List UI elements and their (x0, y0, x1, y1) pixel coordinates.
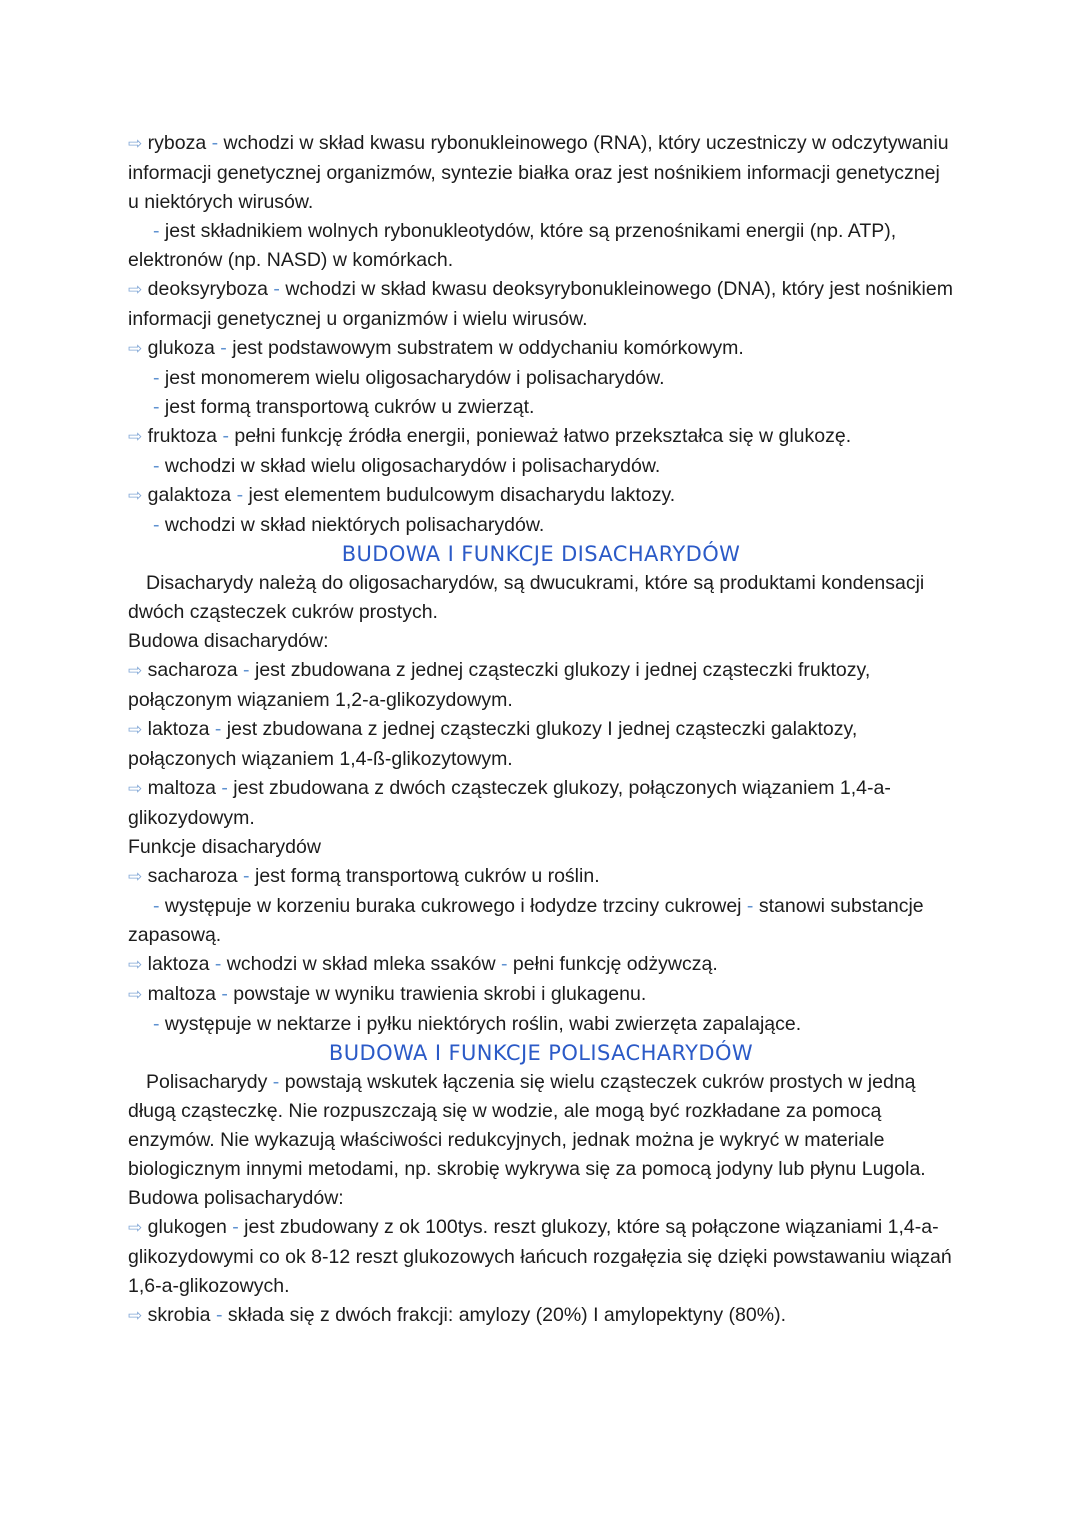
text-segment: Budowa polisacharydów: (128, 1187, 344, 1209)
entry-skrobia (128, 1301, 954, 1331)
accent-dash: - (153, 396, 165, 418)
accent-dash: - (153, 220, 165, 242)
text-segment: składa się z dwóch frakcji: amylozy (20%) I amylopektyny (80%). (227, 1304, 786, 1326)
accent-dash: - (741, 895, 759, 917)
arrow-bullet-icon: ⇨ (128, 339, 143, 359)
arrow-bullet-icon: ⇨ (128, 1218, 143, 1238)
text-segment: jest elementem budulcowym disacharydu laktozy. (248, 484, 676, 506)
text-segment: deoksyryboza (142, 278, 268, 300)
text-segment: jest zbudowana z dwóch cząsteczek glukozy, połączonych wiązaniem 1,4-a-glikozydowym. (128, 777, 891, 829)
text-segment: glukogen (142, 1216, 227, 1238)
text-segment: występuje w nektarze i pyłku niektórych roślin, wabi zwierzęta zapalające. (164, 1013, 802, 1035)
accent-dash: - (495, 953, 513, 975)
line-funkcje-disacharydow (128, 833, 954, 862)
arrow-bullet-icon: ⇨ (128, 867, 143, 887)
accent-dash: - (153, 895, 165, 917)
accent-dash: - (206, 132, 224, 154)
accent-dash: - (226, 1216, 245, 1238)
text-segment: jest formą transportową cukrów u roślin. (254, 865, 600, 887)
text-segment: jest zbudowana z jednej cząsteczki glukozy I jednej cząsteczki galaktozy, połączonych wiązaniem 1,4-ß-glikozytowym. (128, 718, 863, 770)
text-segment: maltoza (142, 983, 216, 1005)
accent-dash: - (237, 865, 255, 887)
sub-ryboza-1 (128, 217, 954, 275)
text-segment: skrobia (142, 1304, 211, 1326)
text-segment: jest formą transportową cukrów u zwierząt. (164, 396, 535, 418)
text-segment: wchodzi w skład niektórych polisacharydów. (164, 514, 545, 536)
entry-galaktoza (128, 481, 954, 511)
entry-laktoza-budowa (128, 715, 954, 774)
sub-glukoza-1 (128, 364, 954, 393)
document-content (128, 129, 959, 1331)
text-segment: jest podstawowym substratem w oddychaniu komórkowym. (232, 337, 744, 359)
entry-sacharoza-budowa (128, 656, 954, 715)
text-segment: wchodzi w skład kwasu deoksyrybonukleinowego (DNA), który jest nośnikiem informacji genetycznej u organizmów i wielu wirusów. (128, 278, 959, 330)
accent-dash: - (153, 367, 165, 389)
entry-glukogen (128, 1213, 958, 1301)
accent-dash: - (237, 659, 255, 681)
line-budowa-disacharydow (128, 627, 954, 656)
entry-ryboza (128, 129, 954, 217)
para-polisacharydy-intro (128, 1068, 954, 1184)
text-segment: jest zbudowana z jednej cząsteczki glukozy i jednej cząsteczki fruktozy, połączonym wiązaniem 1,2-a-glikozydowym. (128, 659, 876, 711)
para-disacharydy-intro (128, 569, 954, 627)
sub-glukoza-2 (128, 393, 954, 422)
arrow-bullet-icon: ⇨ (128, 427, 143, 447)
text-segment: maltoza (142, 777, 216, 799)
arrow-bullet-icon: ⇨ (128, 720, 143, 740)
entry-fruktoza (128, 422, 954, 452)
text-segment: stanowi substancje zapasową. (128, 895, 930, 946)
text-segment: sacharoza (142, 865, 238, 887)
accent-dash: - (214, 337, 233, 359)
text-segment: powstają wskutek łączenia się wielu cząsteczek cukrów prostych w jedną długą cząsteczkę. Nie rozpuszczają się w wodzie, ale mogą być rozkładane za pomocą enzymów. Nie wykazują właściwości redukcyjnych, jednak można je wykryć w materiale biologicznym innymi metodami, np. skrobię wykrywa się za pomocą jodyny lub płynu Lugola. (128, 1071, 926, 1180)
text-segment: pełni funkcję odżywczą. (512, 953, 718, 975)
heading-disacharydy: BUDOWA I FUNKCJE DISACHARYDÓW (341, 542, 741, 566)
arrow-bullet-icon: ⇨ (128, 955, 143, 975)
arrow-bullet-icon: ⇨ (128, 779, 143, 799)
entry-sacharoza-funkcje (128, 862, 954, 892)
accent-dash: - (153, 1013, 165, 1035)
text-segment: pełni funkcję źródła energii, ponieważ łatwo przekształca się w glukozę. (234, 425, 852, 447)
arrow-bullet-icon: ⇨ (128, 134, 143, 154)
text-segment: jest zbudowany z ok 100tys. reszt glukozy, które są połączone wiązaniami 1,4-a-glikozydowymi co ok 8-12 reszt glukozowych łańcuch rozgałęzia się dzięki powstawaniu wiązań 1,6-a-glikozowych. (128, 1216, 958, 1297)
arrow-bullet-icon: ⇨ (128, 486, 143, 506)
text-segment: powstaje w wyniku trawienia skrobi i glukagenu. (233, 983, 647, 1005)
accent-dash: - (210, 1304, 228, 1326)
arrow-bullet-icon: ⇨ (128, 1306, 143, 1326)
arrow-bullet-icon: ⇨ (128, 661, 143, 681)
sub-fruktoza-1 (128, 452, 954, 481)
line-budowa-polisacharydow (128, 1184, 954, 1213)
text-segment: wchodzi w skład mleka ssaków (226, 953, 496, 975)
heading-polisacharydy: BUDOWA I FUNKCJE POLISACHARYDÓW (328, 1041, 754, 1065)
text-segment: laktoza (142, 718, 210, 740)
text-segment: występuje w korzeniu buraka cukrowego i łodydze trzciny cukrowej (164, 895, 742, 917)
arrow-bullet-icon: ⇨ (128, 985, 143, 1005)
text-segment: laktoza (142, 953, 210, 975)
text-segment: Disacharydy należą do oligosacharydów, są dwucukrami, które są produktami kondensacji dwóch cząsteczek cukrów prostych. (128, 572, 930, 623)
text-segment: glukoza (142, 337, 215, 359)
text-segment: wchodzi w skład kwasu rybonukleinowego (RNA), który uczestniczy w odczytywaniu informacji genetycznej organizmów, syntezie białka oraz jest nośnikiem informacji genetycznej u niektórych wirusów. (128, 132, 955, 213)
accent-dash: - (153, 514, 165, 536)
accent-dash: - (153, 455, 165, 477)
arrow-bullet-icon: ⇨ (128, 280, 143, 300)
entry-glukoza (128, 334, 954, 364)
text-segment: jest monomerem wielu oligosacharydów i polisacharydów. (164, 367, 665, 389)
accent-dash: - (209, 953, 227, 975)
text-segment: galaktoza (142, 484, 232, 506)
accent-dash: - (217, 425, 235, 447)
accent-dash: - (215, 983, 234, 1005)
text-segment: Budowa disacharydów: (128, 630, 329, 652)
sub-maltoza-funkcje-1 (128, 1010, 954, 1039)
accent-dash: - (267, 1071, 285, 1093)
accent-dash: - (209, 718, 227, 740)
entry-maltoza-funkcje (128, 980, 954, 1010)
accent-dash: - (231, 484, 249, 506)
sub-sacharoza-funkcje-1 (128, 892, 954, 950)
text-segment: jest składnikiem wolnych rybonukleotydów, które są przenośnikami energii (np. ATP), elektronów (np. NASD) w komórkach. (128, 220, 902, 271)
text-segment: Funkcje disacharydów (128, 836, 321, 858)
accent-dash: - (215, 777, 234, 799)
entry-maltoza-budowa (128, 774, 954, 833)
accent-dash: - (267, 278, 286, 300)
text-segment: wchodzi w skład wielu oligosacharydów i polisacharydów. (164, 455, 661, 477)
text-segment: Polisacharydy (146, 1071, 268, 1093)
text-segment: sacharoza (142, 659, 238, 681)
text-segment: ryboza (142, 132, 207, 154)
sub-galaktoza-1 (128, 511, 954, 540)
entry-deoksyryboza (128, 275, 959, 334)
text-segment: fruktoza (142, 425, 218, 447)
entry-laktoza-funkcje (128, 950, 954, 980)
